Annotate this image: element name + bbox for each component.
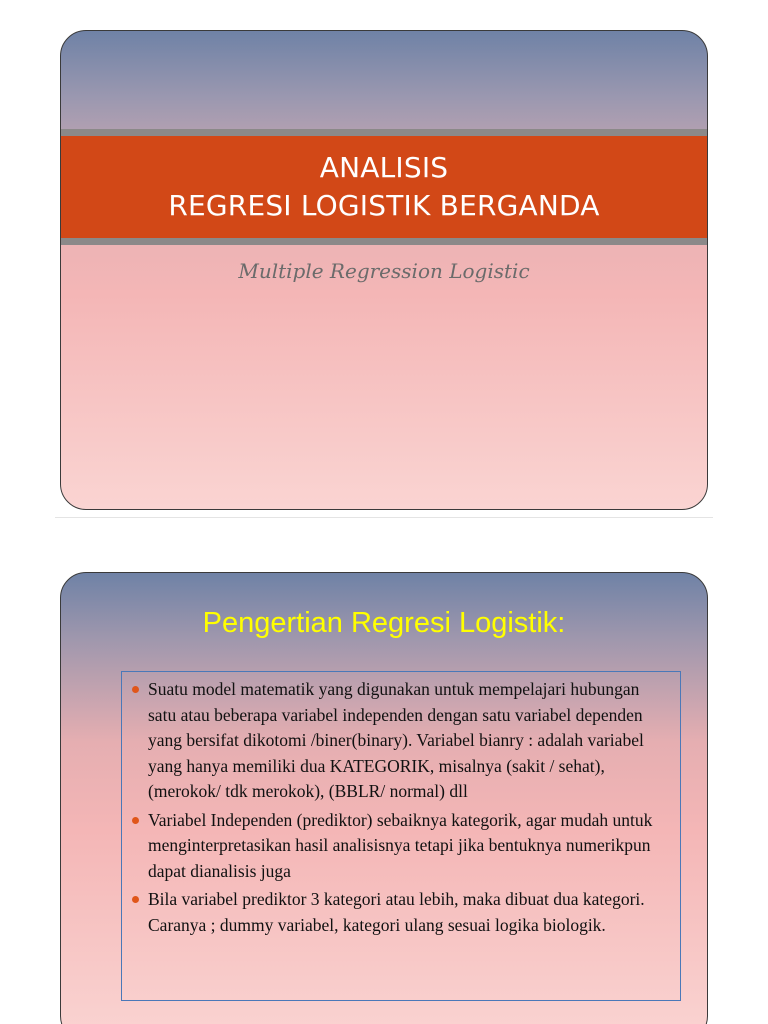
bullet-item (130, 808, 670, 885)
bullet-text: Variabel Independen (prediktor) sebaiknya kategorik, agar mudah untuk menginterpretasikan hasil analisisnya tetapi jika bentuknya numerikpun dapat dianalisis juga (148, 809, 653, 881)
bullet-icon (132, 896, 139, 903)
bullet-text: Bila variabel prediktor 3 kategori atau lebih, maka dibuat dua kategori. Caranya ; dummy variabel, kategori ulang sesuai logika biologik. (148, 889, 645, 935)
slide-definition (60, 572, 708, 1024)
title-band (61, 129, 707, 247)
bullet-icon (132, 817, 139, 824)
title-band-bottom-rule (61, 238, 707, 245)
title-band-fill (61, 136, 707, 238)
content-box (121, 671, 681, 1001)
slide-title (60, 30, 708, 510)
bullet-text: Suatu model matematik yang digunakan untuk mempelajari hubungan satu atau beberapa variabel independen dengan satu variabel dependen yang bersifat dikotomi /biner(binary). Variabel bianry : adalah variabel yang hanya memiliki dua KATEGORIK, misalnya (sakit / sehat), (merokok/ tdk merokok), (BBLR/ normal) dll (148, 679, 644, 801)
bullet-icon (132, 686, 139, 693)
slide-title-line-1: ANALISIS (319, 151, 449, 184)
slide-subtitle: Multiple Regression Logistic (238, 259, 530, 283)
page-separator (55, 517, 713, 518)
slide-heading: Pengertian Regresi Logistik: (202, 607, 566, 639)
bullet-item (130, 677, 670, 805)
title-band-top-rule (61, 129, 707, 136)
slide-title-line-2: REGRESI LOGISTIK BERGANDA (168, 189, 600, 222)
bullet-list (130, 677, 670, 938)
bullet-item (130, 887, 670, 938)
